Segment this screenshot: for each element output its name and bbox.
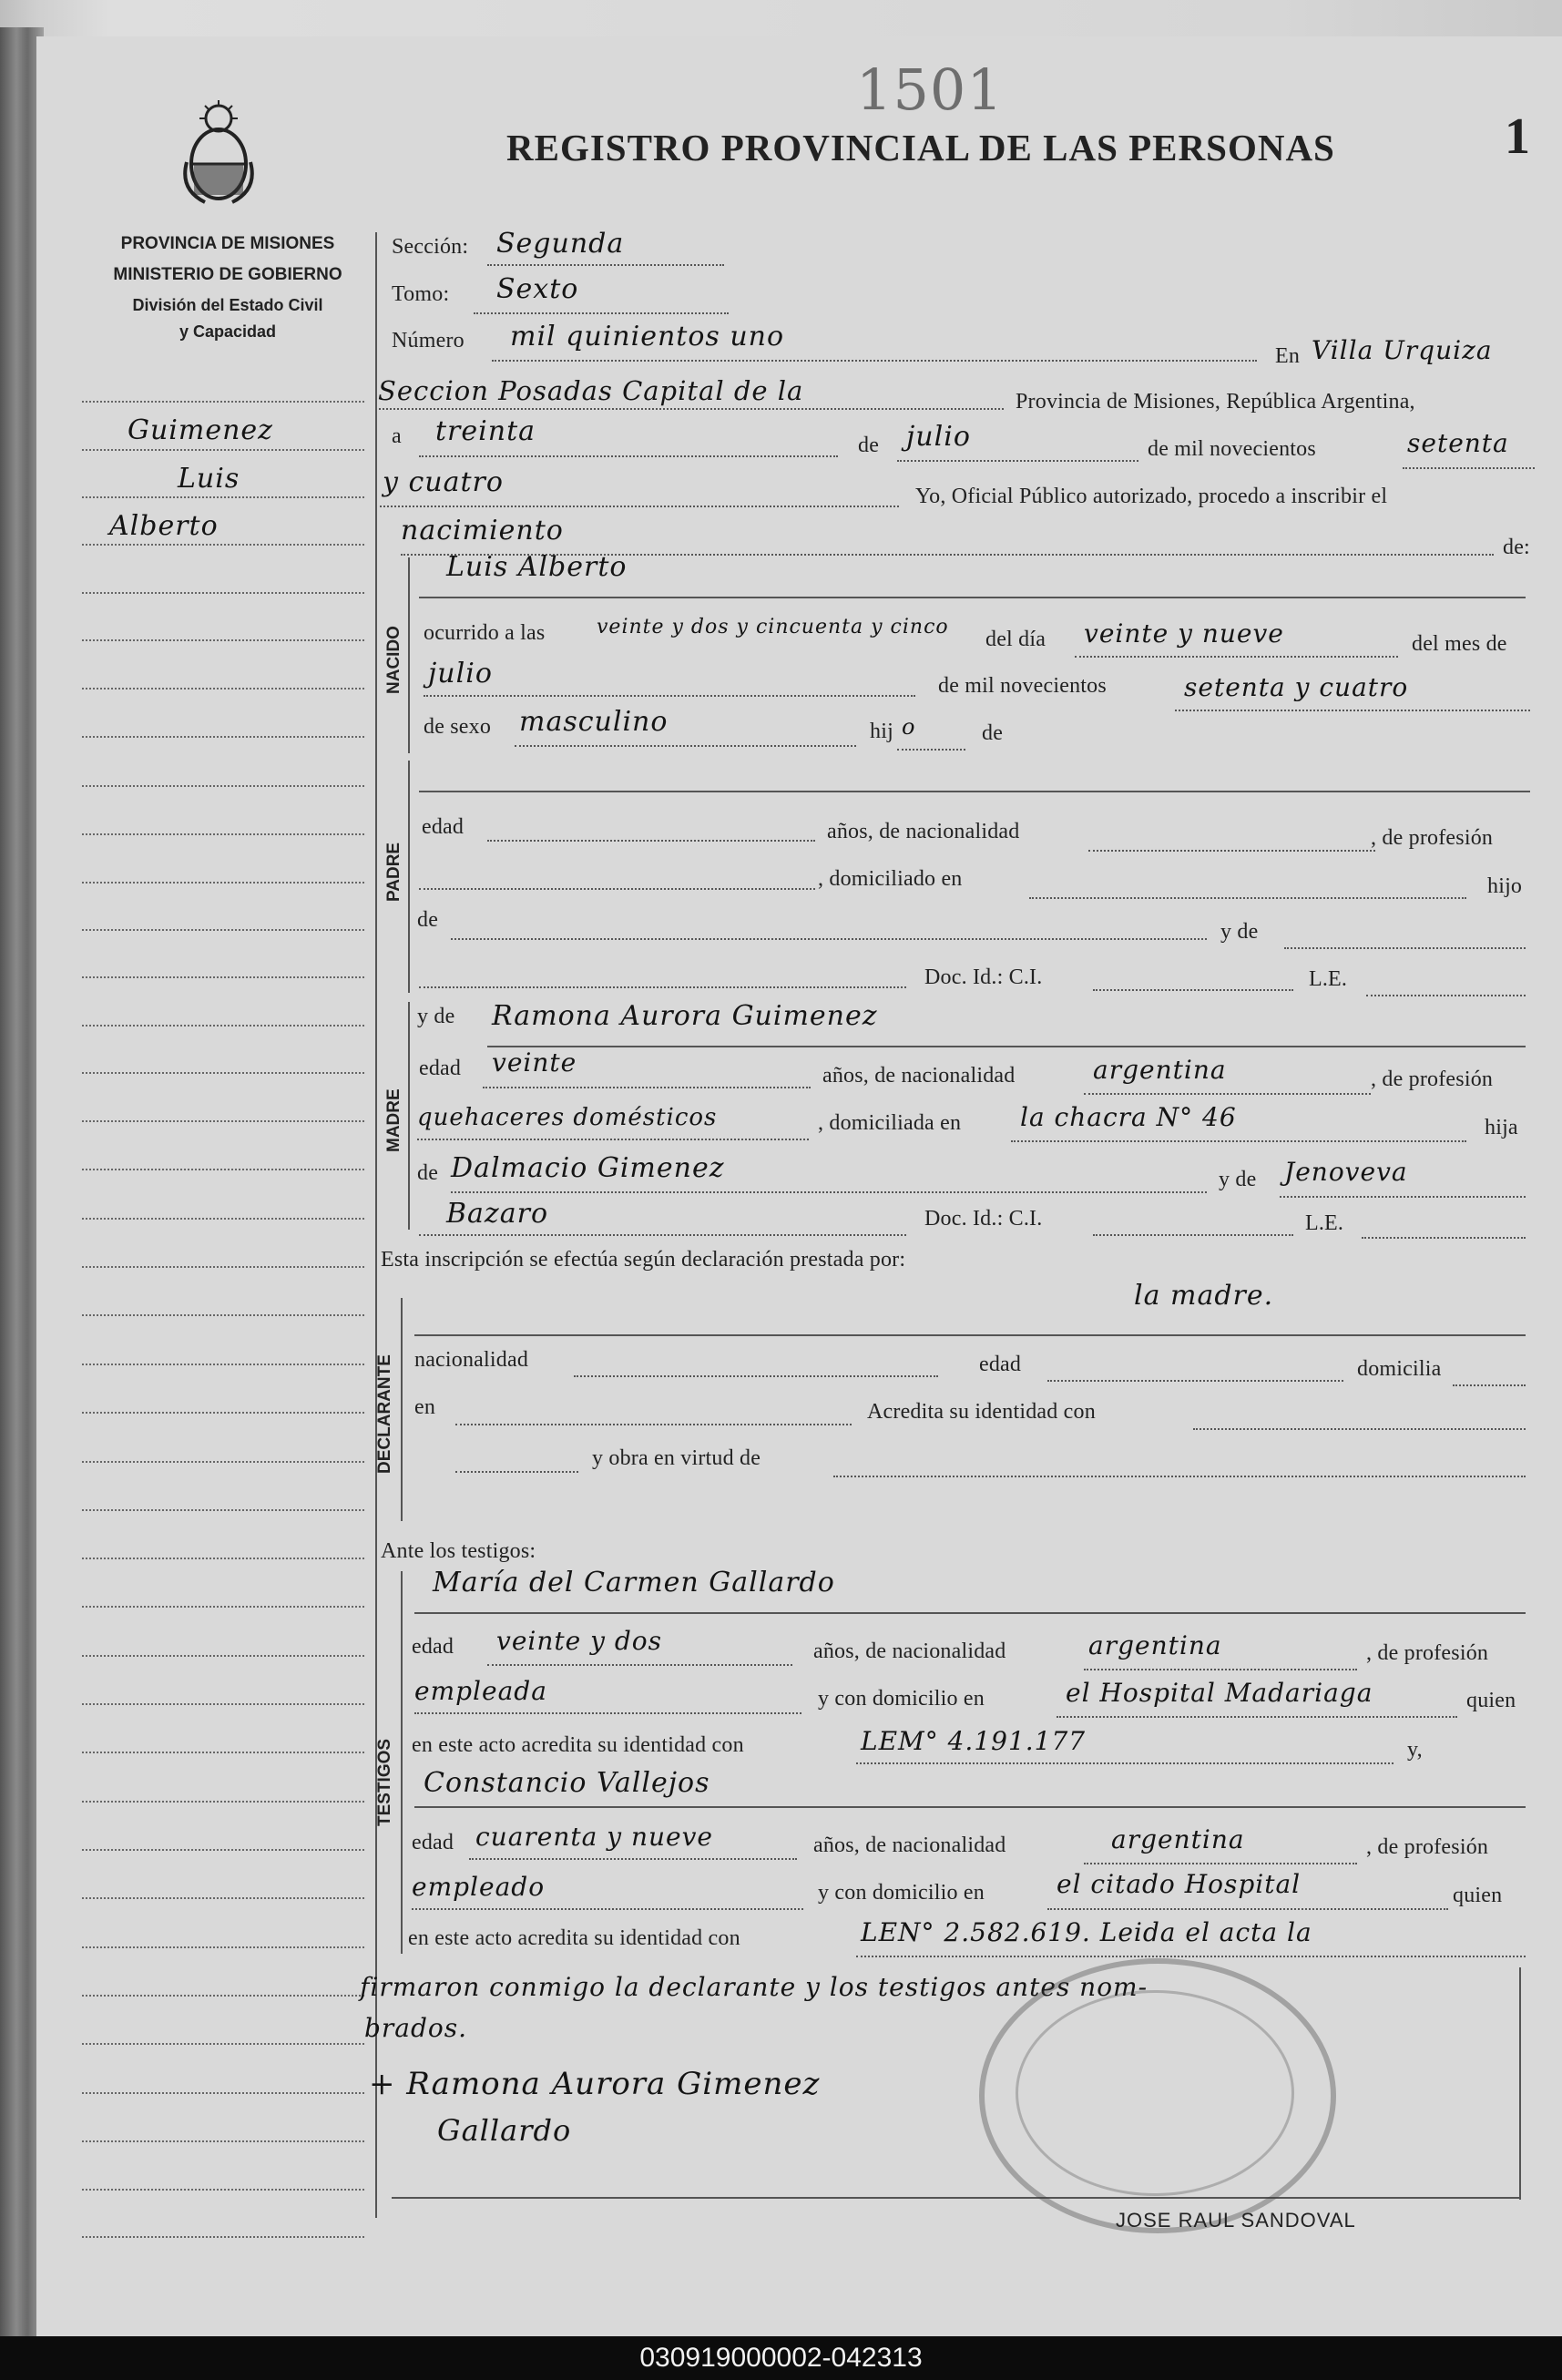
section-label: Sección:	[392, 235, 469, 259]
closing-bracket	[1519, 1967, 1521, 2200]
dotted-line	[492, 360, 1257, 362]
sex-value: masculino	[519, 706, 669, 738]
father-and-of-label: y de	[1220, 920, 1259, 944]
mother-mother-value: Jenoveva	[1284, 1157, 1408, 1187]
officer-text: Yo, Oficial Público autorizado, procedo a inscribir el	[915, 485, 1388, 508]
volume-label: Tomo:	[392, 282, 450, 306]
dotted-line	[487, 1664, 792, 1666]
witness1-identity-value: LEM° 4.191.177	[861, 1726, 1087, 1756]
witness1-domicile-label: y con domicilio en	[818, 1687, 985, 1711]
registry-title: REGISTRO PROVINCIAL DE LAS PERSONAS	[506, 127, 1335, 169]
dotted-line	[1084, 1669, 1357, 1670]
dotted-line	[455, 1424, 852, 1425]
margin-line	[82, 1169, 364, 1170]
margin-line	[82, 1558, 364, 1559]
witness2-profession-value: empleado	[412, 1872, 546, 1902]
mother-father-value: Dalmacio Gimenez	[451, 1152, 725, 1184]
dotted-line	[419, 888, 815, 890]
witness1-domicile-value: el Hospital Madariaga	[1066, 1678, 1373, 1708]
birth-year-label: de mil novecientos	[938, 674, 1107, 698]
of-parents-label: de	[982, 721, 1004, 745]
birth-month-label: del mes de	[1412, 632, 1507, 656]
declarant-section-label: DECLARANTE	[375, 1354, 394, 1474]
sex-label: de sexo	[424, 715, 492, 739]
margin-line	[82, 1655, 364, 1657]
witness2-domicile-label: y con domicilio en	[818, 1881, 985, 1905]
dotted-line	[412, 1908, 803, 1910]
witness2-nationality-value: argentina	[1111, 1824, 1245, 1854]
volume-value: Sexto	[496, 273, 579, 305]
mother-age-label: edad	[419, 1057, 462, 1080]
margin-line	[82, 401, 364, 403]
mother-daughter-label: hija	[1485, 1116, 1518, 1139]
place-value-2: Seccion Posadas Capital de la	[378, 375, 804, 406]
section-rule	[414, 1612, 1526, 1614]
barcode-id: 030919000002-042313	[0, 2336, 1562, 2380]
margin-line	[82, 785, 364, 787]
closing-rule	[392, 2197, 1521, 2199]
folio-number: 1501	[856, 56, 1004, 123]
mother-domicile-label: , domiciliada en	[818, 1111, 962, 1135]
dotted-line	[1084, 1093, 1371, 1095]
father-son-label: hijo	[1487, 874, 1523, 898]
section-rule	[414, 1334, 1526, 1336]
witness-signature: Gallardo	[437, 2113, 572, 2148]
margin-line	[82, 929, 364, 931]
margin-line	[82, 592, 364, 594]
witness1-nationality-value: argentina	[1088, 1630, 1222, 1660]
declarant-age-label: edad	[979, 1353, 1022, 1376]
dotted-line	[487, 840, 815, 842]
declarant-virtue-label: y obra en virtud de	[592, 1446, 761, 1470]
mother-le-label: L.E.	[1305, 1211, 1344, 1235]
margin-line	[82, 1412, 364, 1414]
dotted-line	[1284, 947, 1526, 949]
margin-line	[82, 2092, 364, 2094]
mother-mother-surname-value: Bazaro	[446, 1198, 549, 1230]
witness1-age-value: veinte y dos	[496, 1626, 662, 1656]
declarant-nationality-label: nacionalidad	[414, 1348, 529, 1372]
dotted-line	[487, 264, 724, 266]
dotted-line	[469, 1858, 797, 1860]
page-number: 1	[1505, 108, 1530, 165]
official-seal-inner	[1016, 1990, 1294, 2196]
mother-of-label: de	[417, 1161, 439, 1185]
time-label: ocurrido a las	[424, 621, 546, 645]
father-docid-label: Doc. Id.: C.I.	[924, 965, 1043, 989]
declarant-value: la madre.	[1134, 1280, 1274, 1312]
time-value: veinte y dos y cincuenta y cinco	[597, 616, 949, 638]
father-section-label: PADRE	[384, 842, 403, 902]
column-divider	[375, 232, 377, 2218]
dotted-line	[474, 312, 729, 314]
closing-text-line-1: firmaron conmigo la declarante y los testigos antes nom-	[360, 1972, 1149, 2002]
year-value-2: y cuatro	[383, 466, 504, 498]
dotted-line	[1453, 1384, 1526, 1386]
father-of-label: de	[417, 908, 439, 932]
dotted-line	[856, 1956, 1526, 1957]
witness1-profession-value: empleada	[414, 1676, 547, 1706]
father-le-label: L.E.	[1309, 967, 1348, 991]
mother-signature: + Ramona Aurora Gimenez	[369, 2066, 821, 2102]
section-bracket	[408, 761, 410, 993]
dotted-line	[1403, 467, 1535, 469]
child-name-value: Luis Alberto	[446, 551, 628, 583]
father-nationality-label: años, de nacionalidad	[827, 820, 1020, 843]
dotted-line	[414, 1712, 801, 1714]
mother-section-label: MADRE	[384, 1088, 403, 1152]
child-label: hij	[870, 720, 893, 743]
margin-line	[82, 2043, 364, 2045]
dotted-line	[1047, 1908, 1448, 1910]
section-bracket	[401, 1298, 403, 1521]
birth-year-value: setenta y cuatro	[1184, 672, 1409, 702]
dotted-line	[424, 695, 915, 697]
section-bracket	[408, 1002, 410, 1230]
declarant-identity-label: Acredita su identidad con	[867, 1400, 1096, 1424]
margin-line	[82, 1849, 364, 1851]
margin-line	[82, 1364, 364, 1365]
section-rule	[419, 791, 1530, 792]
witness1-nationality-label: años, de nacionalidad	[813, 1639, 1006, 1663]
witnesses-section-label: TESTIGOS	[375, 1738, 394, 1826]
margin-name-middle: Alberto	[109, 510, 219, 542]
mother-name-value: Ramona Aurora Guimenez	[492, 1000, 878, 1032]
margin-line	[82, 1752, 364, 1753]
margin-line	[82, 1801, 364, 1803]
margin-line	[82, 1266, 364, 1268]
witness2-age-value: cuarenta y nueve	[475, 1822, 713, 1852]
mother-docid-label: Doc. Id.: C.I.	[924, 1207, 1043, 1231]
margin-name-first: Luis	[178, 463, 240, 495]
father-profession-label: , de profesión	[1371, 826, 1494, 850]
witness2-identity-label: en este acto acredita su identidad con	[408, 1926, 740, 1950]
witness2-identity-value: LEN° 2.582.619. Leida el acta la	[861, 1917, 1312, 1947]
witness1-age-label: edad	[412, 1635, 454, 1659]
day-label: a	[392, 424, 402, 448]
dotted-line	[1088, 850, 1375, 852]
margin-line	[82, 1120, 364, 1122]
dotted-line	[1047, 1380, 1343, 1382]
dotted-line	[419, 455, 838, 457]
margin-line	[82, 449, 364, 451]
closing-text-line-2: brados.	[364, 2013, 468, 2043]
margin-line	[82, 1703, 364, 1705]
ministry-label: MINISTERIO DE GOBIERNO	[113, 265, 342, 284]
margin-line	[82, 1072, 364, 1074]
dotted-line	[897, 749, 965, 751]
section-bracket	[401, 1571, 403, 1954]
dotted-line	[451, 938, 1207, 940]
dotted-line	[1366, 995, 1526, 996]
margin-line	[82, 2236, 364, 2238]
born-section-label: NACIDO	[384, 626, 403, 694]
dotted-line	[1093, 1234, 1293, 1236]
margin-line	[82, 1025, 364, 1027]
declarant-in-label: en	[414, 1395, 436, 1419]
declaration-text: Esta inscripción se efectúa según declaración prestada por:	[381, 1248, 906, 1272]
dotted-line	[897, 460, 1138, 462]
province-text: Provincia de Misiones, República Argentina,	[1016, 390, 1415, 414]
witness1-and-label: y,	[1407, 1738, 1423, 1762]
margin-line	[82, 882, 364, 884]
act-type-value: nacimiento	[401, 515, 564, 546]
margin-line	[82, 1606, 364, 1608]
section-value: Segunda	[496, 228, 625, 260]
margin-line	[82, 2189, 364, 2191]
officer-name: JOSE RAUL SANDOVAL	[1116, 2209, 1356, 2232]
margin-line	[82, 2140, 364, 2142]
birth-day-label: del día	[985, 628, 1046, 651]
witness1-who-label: quien	[1466, 1689, 1516, 1712]
margin-name-surname: Guimenez	[128, 414, 273, 446]
margin-line	[82, 976, 364, 978]
dotted-line	[1362, 1237, 1526, 1239]
dotted-line	[417, 1139, 809, 1140]
dotted-line	[483, 1087, 811, 1088]
section-rule	[487, 1046, 1526, 1047]
witness2-name-value: Constancio Vallejos	[424, 1767, 710, 1799]
year-value: setenta	[1407, 428, 1509, 458]
margin-line	[82, 833, 364, 835]
dotted-line	[833, 1476, 1526, 1477]
dotted-line	[375, 506, 899, 507]
dotted-line	[1029, 897, 1466, 899]
coat-of-arms-icon	[178, 98, 260, 208]
father-domicile-label: , domiciliado en	[818, 867, 963, 891]
dotted-line	[1175, 710, 1530, 711]
day-value: treinta	[435, 415, 536, 447]
mother-nationality-value: argentina	[1093, 1055, 1227, 1085]
birth-month-value: julio	[428, 658, 493, 689]
mother-and-of-label-2: y de	[1219, 1168, 1257, 1191]
mother-age-value: veinte	[492, 1047, 577, 1078]
dotted-line	[856, 1762, 1394, 1764]
mother-and-of-label: y de	[417, 1005, 455, 1028]
margin-line	[82, 1897, 364, 1899]
child-suffix-value: o	[902, 714, 916, 740]
mother-nationality-label: años, de nacionalidad	[822, 1064, 1016, 1088]
of-label: de:	[1503, 536, 1530, 559]
month-value: julio	[906, 421, 971, 453]
dotted-line	[375, 408, 1004, 410]
mother-profession-label: , de profesión	[1371, 1067, 1494, 1091]
margin-line	[82, 1218, 364, 1220]
father-age-label: edad	[422, 815, 465, 839]
margin-line	[82, 1461, 364, 1463]
section-bracket	[408, 557, 410, 753]
dotted-line	[515, 745, 856, 747]
margin-line	[82, 1946, 364, 1948]
place-value: Villa Urquiza	[1312, 335, 1493, 365]
number-label: Número	[392, 329, 465, 352]
dotted-line	[419, 1234, 906, 1236]
section-rule	[414, 1806, 1526, 1808]
dotted-line	[1084, 1863, 1357, 1864]
margin-line	[82, 544, 364, 546]
margin-line	[82, 496, 364, 498]
dotted-line	[419, 986, 906, 988]
month-label: de	[858, 434, 880, 457]
witness2-domicile-value: el citado Hospital	[1057, 1869, 1302, 1899]
section-rule	[419, 597, 1526, 598]
margin-line	[82, 688, 364, 689]
number-value: mil quinientos uno	[510, 321, 785, 352]
mother-profession-value: quehaceres domésticos	[417, 1104, 718, 1131]
dotted-line	[451, 1191, 1207, 1193]
witness2-who-label: quien	[1453, 1884, 1503, 1907]
dotted-line	[1280, 1196, 1526, 1198]
witnesses-intro: Ante los testigos:	[381, 1539, 536, 1563]
division-label-2: y Capacidad	[179, 322, 277, 341]
witness1-name-value: María del Carmen Gallardo	[433, 1567, 835, 1599]
dotted-line	[1193, 1428, 1526, 1430]
margin-line	[82, 1995, 364, 1997]
mother-domicile-value: la chacra N° 46	[1020, 1102, 1237, 1132]
place-label: En	[1275, 344, 1301, 368]
province-label: PROVINCIA DE MISIONES	[120, 234, 335, 253]
declarant-domicile-label: domicilia	[1357, 1357, 1442, 1381]
division-label: División del Estado Civil	[132, 296, 323, 314]
dotted-line	[455, 1471, 578, 1473]
birth-day-value: veinte y nueve	[1084, 618, 1284, 649]
dotted-line	[1075, 656, 1398, 658]
year-label: de mil novecientos	[1148, 437, 1316, 461]
dotted-line	[1093, 989, 1293, 991]
witness1-profession-label: , de profesión	[1366, 1641, 1489, 1665]
margin-line	[82, 736, 364, 738]
witness1-identity-label: en este acto acredita su identidad con	[412, 1733, 744, 1757]
witness2-nationality-label: años, de nacionalidad	[813, 1834, 1006, 1857]
margin-line	[82, 1509, 364, 1511]
dotted-line	[1011, 1140, 1466, 1142]
margin-line	[82, 1314, 364, 1316]
margin-line	[82, 639, 364, 641]
witness2-age-label: edad	[412, 1831, 454, 1854]
dotted-line	[1057, 1716, 1457, 1718]
witness2-profession-label: , de profesión	[1366, 1835, 1489, 1859]
dotted-line	[574, 1375, 938, 1377]
